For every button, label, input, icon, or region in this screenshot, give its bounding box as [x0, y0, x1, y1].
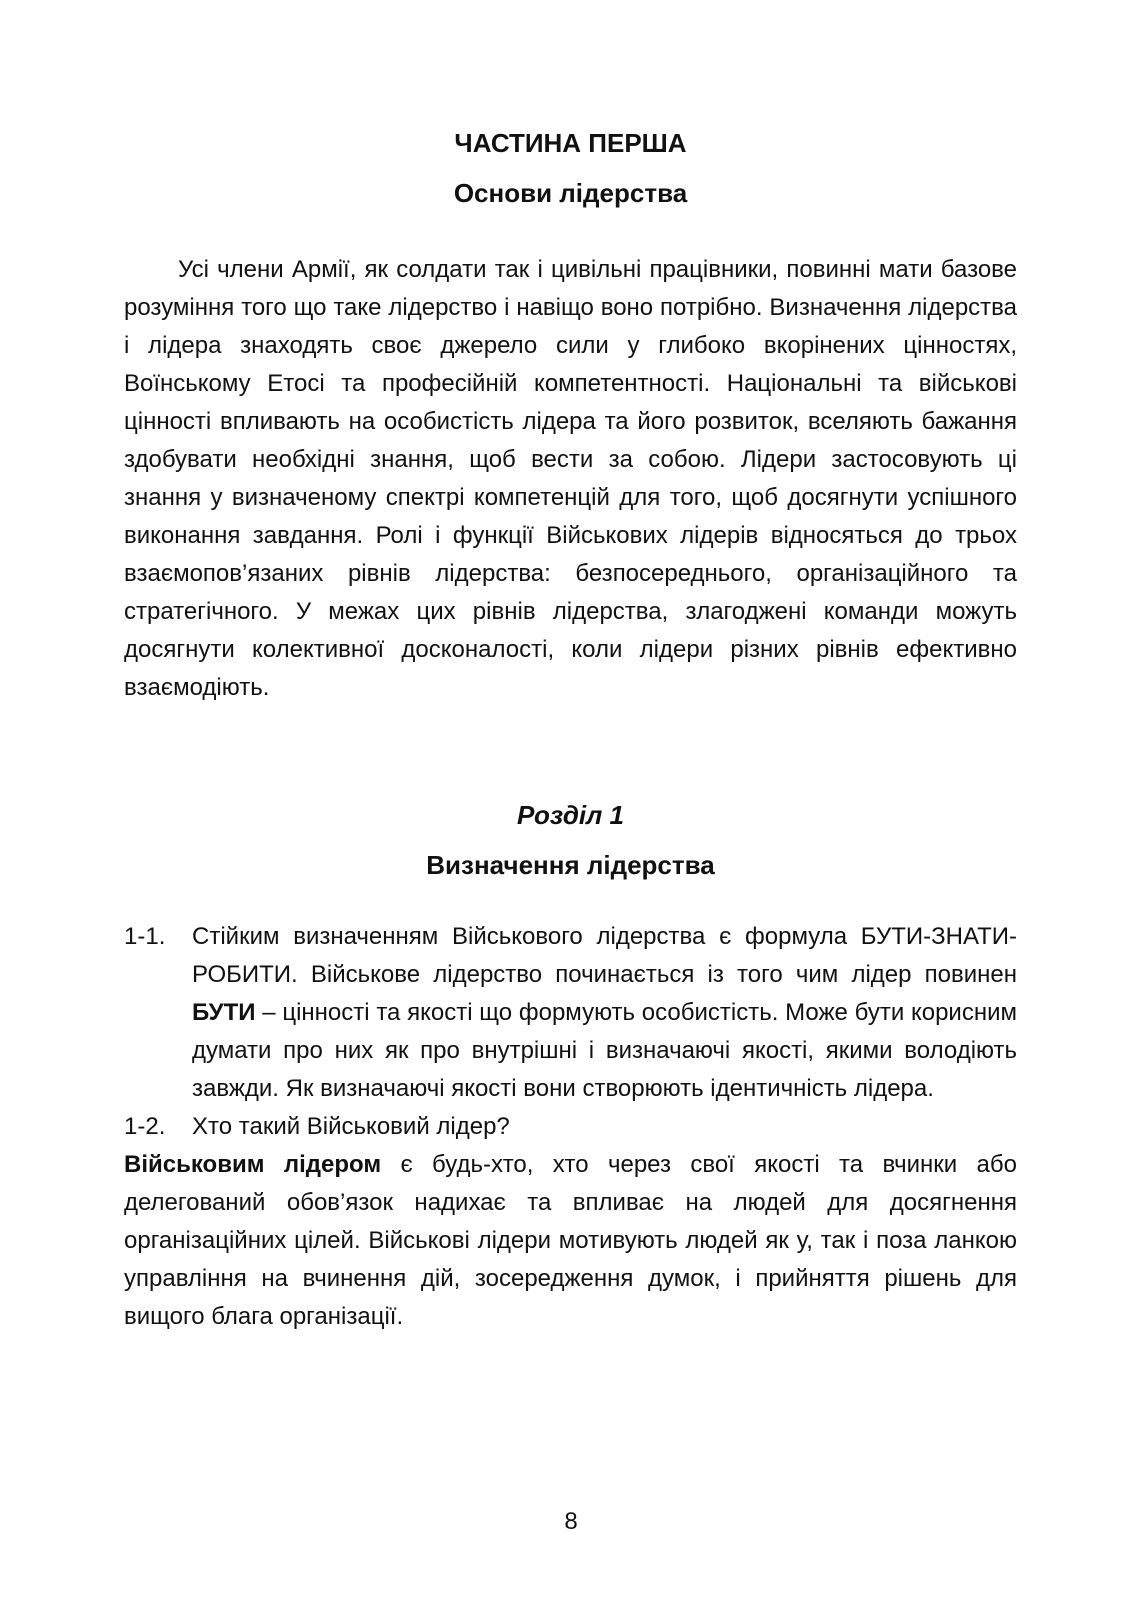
list-item-text-before: Стійким визначенням Військового лідерства є формула БУТИ-ЗНАТИ-РОБИТИ. Військове лідерство починається із того чим лідер повинен [192, 923, 1017, 988]
list-item-text-after: – цінності та якості що формують особистість. Може бути корисним думати про них як про внутрішні і визначаючі якості, якими володіють завжди. Як визначаючі якості вони створюють ідентичність лідера. [192, 999, 1017, 1102]
page-number: 8 [564, 1508, 578, 1535]
part-subtitle: Основи лідерства [453, 178, 688, 208]
chapter-label: Розділ 1 [517, 800, 624, 830]
part-title: ЧАСТИНА ПЕРША [454, 128, 687, 158]
chapter-heading [124, 790, 1017, 890]
definition-paragraph [124, 1146, 1017, 1336]
definition-text: є будь-хто, хто через свої якості та вчинки або делегований обов’язок надихає та впливає на людей для досягнення організаційних цілей. Військові лідери мотивують людей як у, так і поза ланкою управління на вчинення дій, зосередження думок, і прийняття рішень для вищого блага організації. [124, 1151, 1017, 1330]
list-item-text: Хто такий Військовий лідер? [192, 1113, 510, 1140]
list-item-number: 1-2. [124, 1113, 166, 1140]
document-page [124, 118, 1017, 1336]
list-item [124, 1108, 1017, 1146]
list-item [124, 918, 1017, 1108]
definition-term: Військовим лідером [124, 1151, 382, 1178]
numbered-list [124, 918, 1017, 1146]
chapter-title: Визначення лідерства [426, 850, 715, 880]
list-item-bold: БУТИ [192, 999, 256, 1026]
intro-paragraph: Усі члени Армії, як солдати так і цивільні працівники, повинні мати базове розуміння того що таке лідерство і навіщо воно потрібно. Визначення лідерства і лідера знаходять своє джерело сили у глибоко вкорінених цінностях, Воїнському Етосі та професійній компетентності. Національні та військові цінності впливають на особистість лідера та його розвиток, вселяють бажання здобувати необхідні знання, щоб вести за собою. Лідери застосовують ці знання у визначеному спектрі компетенцій для того, щоб досягнути успішного виконання завдання. Ролі і функції Військових лідерів відносяться до трьох взаємопов’язаних рівнів лідерства: безпосереднього, організаційного та стратегічного. У межах цих рівнів лідерства, злагоджені команди можуть досягнути колективної досконалості, коли лідери різних рівнів ефективно взаємодіють. [124, 256, 1017, 701]
list-item-text [192, 918, 1017, 1108]
list-item-number: 1-1. [124, 923, 166, 950]
